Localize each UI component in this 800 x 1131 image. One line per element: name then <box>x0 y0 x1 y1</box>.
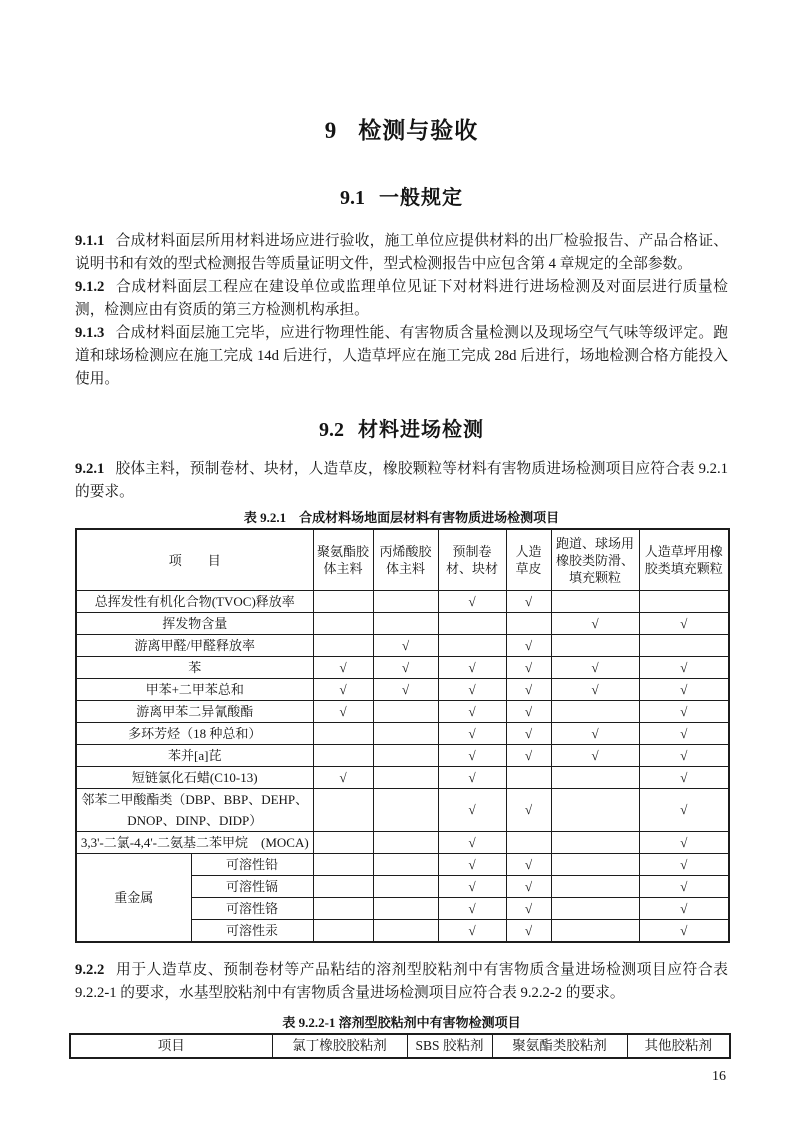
row-label: 苯并[a]芘 <box>76 745 313 767</box>
empty-cell <box>373 767 438 789</box>
section-heading-9-2 <box>75 413 728 442</box>
empty-cell <box>551 920 639 943</box>
row-label: 挥发物含量 <box>76 613 313 635</box>
check-mark-cell: √ <box>506 898 551 920</box>
paragraph-9-1-3 <box>75 322 728 391</box>
paragraph-text: 合成材料面层施工完毕，应进行物理性能、有害物质含量检测以及现场空气气味等级评定。跑道和球场检测应在施工完成 14d 后进行，人造草坪应在施工完成 28d 后进行，场地检测合格方能投入使用。 <box>75 325 728 387</box>
check-mark-cell: √ <box>438 898 506 920</box>
paragraph-text: 用于人造草皮、预制卷材等产品粘结的溶剂型胶粘剂中有害物质含量进场检测项目应符合表 9.2.2-1 的要求，水基型胶粘剂中有害物质含量进场检测项目应符合表 9.2.2-2 的要求。 <box>75 962 728 1001</box>
empty-cell <box>373 832 438 854</box>
empty-cell <box>313 723 373 745</box>
row-label: 3,3'-二氯-4,4'-二氨基二苯甲烷 (MOCA) <box>76 832 313 854</box>
table-row <box>76 635 729 657</box>
empty-cell <box>313 745 373 767</box>
check-mark-cell: √ <box>438 876 506 898</box>
check-mark-cell: √ <box>373 635 438 657</box>
check-mark-cell: √ <box>506 635 551 657</box>
check-mark-cell: √ <box>639 723 729 745</box>
empty-cell <box>551 635 639 657</box>
row-sublabel: 可溶性铬 <box>191 898 313 920</box>
check-mark-cell: √ <box>551 745 639 767</box>
check-mark-cell: √ <box>506 657 551 679</box>
check-mark-cell: √ <box>438 789 506 832</box>
check-mark-cell: √ <box>551 679 639 701</box>
column-header-item: 项 目 <box>76 529 313 591</box>
section-title: 一般规定 <box>379 187 463 209</box>
column-header-polyurethane: 聚氨酯胶体主料 <box>313 529 373 591</box>
empty-cell <box>313 591 373 613</box>
page-number: 16 <box>712 1069 726 1084</box>
check-mark-cell: √ <box>438 723 506 745</box>
empty-cell <box>373 613 438 635</box>
row-label: 游离甲醛/甲醛释放率 <box>76 635 313 657</box>
check-mark-cell: √ <box>639 745 729 767</box>
row-label: 多环芳烃（18 种总和） <box>76 723 313 745</box>
table-row <box>76 745 729 767</box>
chapter-heading <box>75 112 728 145</box>
paragraph-number: 9.2.2 <box>75 962 105 978</box>
empty-cell <box>313 789 373 832</box>
empty-cell <box>313 613 373 635</box>
check-mark-cell: √ <box>313 701 373 723</box>
paragraph-9-2-2 <box>75 959 728 1005</box>
check-mark-cell: √ <box>438 832 506 854</box>
section-number: 9.2 <box>319 419 344 441</box>
column-header-track-granules: 跑道、球场用橡胶类防滑、填充颗粒 <box>551 529 639 591</box>
empty-cell <box>313 832 373 854</box>
table-9-2-1-caption: 表 9.2.1 合成材料场地面层材料有害物质进场检测项目 <box>243 510 560 525</box>
empty-cell <box>313 920 373 943</box>
column-header-item: 项目 <box>70 1034 272 1058</box>
empty-cell <box>373 876 438 898</box>
column-header-sbs-adhesive: SBS 胶粘剂 <box>407 1034 492 1058</box>
empty-cell <box>639 635 729 657</box>
empty-cell <box>373 920 438 943</box>
empty-cell <box>551 832 639 854</box>
table-header-row <box>76 529 729 591</box>
heavy-metals-group-label: 重金属 <box>76 854 191 943</box>
empty-cell <box>373 723 438 745</box>
row-sublabel: 可溶性汞 <box>191 920 313 943</box>
check-mark-cell: √ <box>373 657 438 679</box>
check-mark-cell: √ <box>639 679 729 701</box>
empty-cell <box>438 613 506 635</box>
check-mark-cell: √ <box>506 789 551 832</box>
empty-cell <box>373 789 438 832</box>
check-mark-cell: √ <box>551 723 639 745</box>
paragraph-text: 胶体主料，预制卷材、块材，人造草皮，橡胶颗粒等材料有害物质进场检测项目应符合表 9.2.1 的要求。 <box>75 461 728 500</box>
empty-cell <box>373 854 438 876</box>
row-label: 甲苯+二甲苯总和 <box>76 679 313 701</box>
empty-cell <box>551 591 639 613</box>
empty-cell <box>438 635 506 657</box>
check-mark-cell: √ <box>373 679 438 701</box>
row-sublabel: 可溶性镉 <box>191 876 313 898</box>
table-row <box>76 832 729 854</box>
empty-cell <box>506 832 551 854</box>
paragraph-9-1-1 <box>75 230 728 276</box>
table-row <box>76 657 729 679</box>
table-row <box>76 854 729 876</box>
paragraph-number: 9.1.1 <box>75 233 105 249</box>
table-row <box>76 767 729 789</box>
check-mark-cell: √ <box>639 613 729 635</box>
empty-cell <box>313 635 373 657</box>
check-mark-cell: √ <box>438 854 506 876</box>
paragraph-9-2-1 <box>75 458 728 504</box>
paragraph-number: 9.2.1 <box>75 461 105 477</box>
check-mark-cell: √ <box>438 679 506 701</box>
table-header-row <box>70 1034 730 1058</box>
empty-cell <box>313 876 373 898</box>
row-label: 短链氯化石蜡(C10-13) <box>76 767 313 789</box>
empty-cell <box>551 701 639 723</box>
paragraph-number: 9.1.2 <box>75 279 105 295</box>
row-sublabel: 可溶性铅 <box>191 854 313 876</box>
chapter-number: 9 <box>324 118 337 143</box>
check-mark-cell: √ <box>506 723 551 745</box>
table-9-2-1 <box>75 528 730 943</box>
empty-cell <box>373 898 438 920</box>
row-label: 苯 <box>76 657 313 679</box>
check-mark-cell: √ <box>438 591 506 613</box>
table-row <box>76 679 729 701</box>
check-mark-cell: √ <box>506 920 551 943</box>
empty-cell <box>373 701 438 723</box>
check-mark-cell: √ <box>639 789 729 832</box>
check-mark-cell: √ <box>438 767 506 789</box>
check-mark-cell: √ <box>313 657 373 679</box>
check-mark-cell: √ <box>639 701 729 723</box>
empty-cell <box>313 854 373 876</box>
check-mark-cell: √ <box>506 876 551 898</box>
check-mark-cell: √ <box>506 745 551 767</box>
empty-cell <box>373 745 438 767</box>
check-mark-cell: √ <box>551 657 639 679</box>
empty-cell <box>551 898 639 920</box>
table1-body <box>76 591 729 943</box>
empty-cell <box>506 767 551 789</box>
check-mark-cell: √ <box>639 898 729 920</box>
column-header-turf-granules: 人造草坪用橡胶类填充颗粒 <box>639 529 729 591</box>
section-number: 9.1 <box>340 187 365 209</box>
table-9-2-2-1 <box>69 1033 731 1059</box>
check-mark-cell: √ <box>639 767 729 789</box>
check-mark-cell: √ <box>438 745 506 767</box>
table-row <box>76 701 729 723</box>
section-heading-9-1 <box>75 181 728 210</box>
check-mark-cell: √ <box>639 657 729 679</box>
empty-cell <box>373 591 438 613</box>
section-title: 材料进场检测 <box>358 419 484 441</box>
empty-cell <box>551 789 639 832</box>
check-mark-cell: √ <box>506 701 551 723</box>
empty-cell <box>551 876 639 898</box>
check-mark-cell: √ <box>506 591 551 613</box>
check-mark-cell: √ <box>438 657 506 679</box>
paragraph-number: 9.1.3 <box>75 325 105 341</box>
check-mark-cell: √ <box>438 701 506 723</box>
check-mark-cell: √ <box>438 920 506 943</box>
row-label: 邻苯二甲酸酯类（DBP、BBP、DEHP、DNOP、DINP、DIDP） <box>76 789 313 832</box>
empty-cell <box>313 898 373 920</box>
column-header-polyurethane-adhesive: 聚氨酯类胶粘剂 <box>492 1034 627 1058</box>
column-header-turf: 人造草皮 <box>506 529 551 591</box>
column-header-other-adhesive: 其他胶粘剂 <box>627 1034 730 1058</box>
table-row <box>76 591 729 613</box>
empty-cell <box>506 613 551 635</box>
empty-cell <box>551 854 639 876</box>
paragraph-text: 合成材料面层所用材料进场应进行验收，施工单位应提供材料的出厂检验报告、产品合格证、说明书和有效的型式检测报告等质量证明文件，型式检测报告中应包含第 4 章规定的全部参数。 <box>75 233 728 272</box>
column-header-prefab: 预制卷材、块材 <box>438 529 506 591</box>
column-header-acrylic: 丙烯酸胶体主料 <box>373 529 438 591</box>
check-mark-cell: √ <box>313 767 373 789</box>
check-mark-cell: √ <box>639 876 729 898</box>
table-row <box>76 613 729 635</box>
table-9-2-2-1-caption: 表 9.2.2-1 溶剂型胶粘剂中有害物检测项目 <box>282 1015 521 1030</box>
row-label: 总挥发性有机化合物(TVOC)释放率 <box>76 591 313 613</box>
empty-cell <box>551 767 639 789</box>
check-mark-cell: √ <box>551 613 639 635</box>
row-label: 游离甲苯二异氰酸酯 <box>76 701 313 723</box>
paragraph-9-1-2 <box>75 276 728 322</box>
check-mark-cell: √ <box>639 920 729 943</box>
empty-cell <box>639 591 729 613</box>
column-header-neoprene-adhesive: 氯丁橡胶胶粘剂 <box>272 1034 407 1058</box>
check-mark-cell: √ <box>639 854 729 876</box>
table-row <box>76 789 729 832</box>
check-mark-cell: √ <box>506 679 551 701</box>
paragraph-text: 合成材料面层工程应在建设单位或监理单位见证下对材料进行进场检测及对面层进行质量检测，检测应由有资质的第三方检测机构承担。 <box>75 279 728 318</box>
table-row <box>76 723 729 745</box>
check-mark-cell: √ <box>639 832 729 854</box>
check-mark-cell: √ <box>506 854 551 876</box>
check-mark-cell: √ <box>313 679 373 701</box>
chapter-title: 检测与验收 <box>358 118 479 143</box>
